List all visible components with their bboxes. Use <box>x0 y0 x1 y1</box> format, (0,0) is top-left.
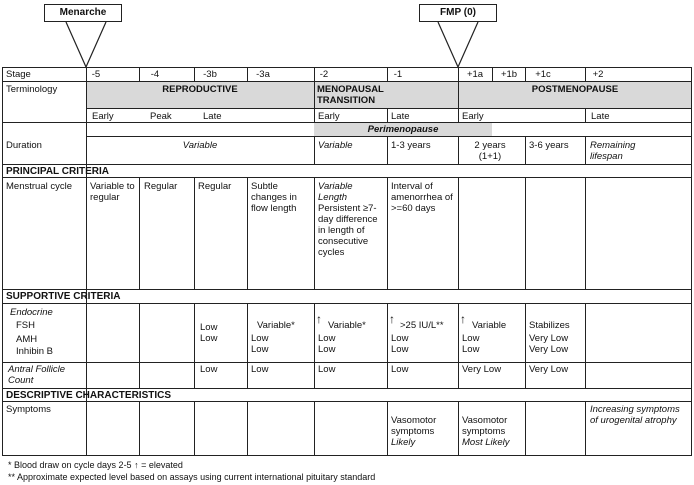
duration-minus1: 1-3 years <box>391 140 431 151</box>
perimenopause-label: Perimenopause <box>367 124 439 135</box>
symptoms-label: Symptoms <box>6 404 51 415</box>
stage-minus1: -1 <box>393 69 403 80</box>
duration-plus1c: 3-6 years <box>529 140 569 151</box>
symptoms-minus1-likelihood: Likely <box>391 437 416 448</box>
postmenopause-heading: POSTMENOPAUSE <box>531 84 619 95</box>
endocrine-label: Endocrine <box>10 307 53 318</box>
endo-plus1c-inhibin: Very Low <box>529 344 569 355</box>
endo-minus1-amh: Low <box>391 333 409 344</box>
duration-reproductive: Variable <box>182 140 218 151</box>
endo-minus1-fsh: >25 IU/L** <box>400 320 444 331</box>
term-early-mt: Early <box>318 111 340 122</box>
endo-plus1ab-fsh: Variable <box>472 320 507 331</box>
menstrual-minus3b: Regular <box>198 181 232 192</box>
stage-plus1a: +1a <box>466 69 484 80</box>
elevated-arrow-icon: ↑ <box>316 312 322 326</box>
afc-minus3b: Low <box>200 364 218 375</box>
inhibin-label: Inhibin B <box>16 346 53 357</box>
fmp-label: FMP (0) <box>419 4 497 22</box>
endo-minus3b-amh: Low <box>200 322 218 333</box>
menstrual-minus5: Variable to regular <box>90 181 135 203</box>
term-late-repro: Late <box>203 111 222 122</box>
endo-plus1ab-amh: Low <box>462 333 480 344</box>
duration-label: Duration <box>6 140 42 151</box>
endo-plus1ab-inhibin: Low <box>462 344 480 355</box>
stage-minus5: -5 <box>91 69 101 80</box>
elevated-arrow-icon: ↑ <box>460 312 466 326</box>
duration-plus2: Remaining lifespan <box>590 140 636 162</box>
menstrual-minus2-persistent: Persistent ≥7- day difference in length of consecutive cycles <box>318 203 378 258</box>
endo-minus3a-amh: Low <box>251 333 269 344</box>
term-peak: Peak <box>150 111 172 122</box>
stage-minus3a: -3a <box>256 69 270 80</box>
footnote-blood-draw: * Blood draw on cycle days 2-5 ↑ = elevated <box>8 460 183 470</box>
symptoms-minus1: Vasomotor symptoms <box>391 415 437 437</box>
stage-plus2: +2 <box>592 69 604 80</box>
menstrual-minus2-variable: Variable Length <box>318 181 353 203</box>
menstrual-minus3a: Subtle changes in flow length <box>251 181 297 214</box>
stage-minus3b: -3b <box>203 69 217 80</box>
symptoms-plus2: Increasing symptoms of urogenital atrophy <box>590 404 680 426</box>
duration-plus1ab: 2 years (1+1) <box>474 140 506 162</box>
menopausal-transition-heading: MENOPAUSAL TRANSITION <box>317 84 384 106</box>
term-late-post: Late <box>591 111 610 122</box>
endo-minus3a-inhibin: Low <box>251 344 269 355</box>
term-early-post: Early <box>462 111 484 122</box>
menstrual-cycle-label: Menstrual cycle <box>6 181 72 192</box>
elevated-arrow-icon: ↑ <box>389 312 395 326</box>
menstrual-minus4: Regular <box>144 181 178 192</box>
descriptive-heading: DESCRIPTIVE CHARACTERISTICS <box>6 390 172 401</box>
stage-plus1c: +1c <box>535 69 551 80</box>
menarche-label: Menarche <box>44 4 122 22</box>
endo-minus2-inhibin: Low <box>318 344 336 355</box>
stage-label: Stage <box>6 69 31 80</box>
stage-minus4: -4 <box>150 69 160 80</box>
afc-minus3a: Low <box>251 364 269 375</box>
footnote-assay: ** Approximate expected level based on assays using current international pituitary standard <box>8 472 376 482</box>
endo-minus3b-inhibin: Low <box>200 333 218 344</box>
afc-label: Antral Follicle Count <box>8 364 66 386</box>
fmp-pointer <box>438 22 478 67</box>
afc-minus1: Low <box>391 364 409 375</box>
stage-plus1b: +1b <box>500 69 518 80</box>
stage-minus2: -2 <box>319 69 329 80</box>
menarche-pointer <box>66 22 106 67</box>
term-early-repro: Early <box>92 111 114 122</box>
symptoms-plus1ab: Vasomotor symptoms <box>462 415 508 437</box>
duration-minus2: Variable <box>318 140 353 151</box>
amh-label: AMH <box>16 334 38 345</box>
afc-plus1c: Very Low <box>529 364 569 375</box>
terminology-label: Terminology <box>6 84 58 95</box>
endo-minus2-fsh: Variable* <box>328 320 366 331</box>
endo-plus1c-fsh: Stabilizes <box>529 320 570 331</box>
endo-plus1c-amh: Very Low <box>529 333 569 344</box>
symptoms-plus1ab-likelihood: Most Likely <box>462 437 510 448</box>
menstrual-minus1: Interval of amenorrhea of >=60 days <box>391 181 453 214</box>
principal-criteria-heading: PRINCIPAL CRITERIA <box>6 166 109 177</box>
endo-minus1-inhibin: Low <box>391 344 409 355</box>
endo-minus3a-fsh: Variable* <box>257 320 295 331</box>
fsh-label: FSH <box>16 320 35 331</box>
term-late-mt: Late <box>391 111 410 122</box>
afc-plus1ab: Very Low <box>462 364 502 375</box>
endo-minus2-amh: Low <box>318 333 336 344</box>
afc-minus2: Low <box>318 364 336 375</box>
reproductive-heading: REPRODUCTIVE <box>162 84 238 95</box>
supportive-criteria-heading: SUPPORTIVE CRITERIA <box>6 291 121 302</box>
